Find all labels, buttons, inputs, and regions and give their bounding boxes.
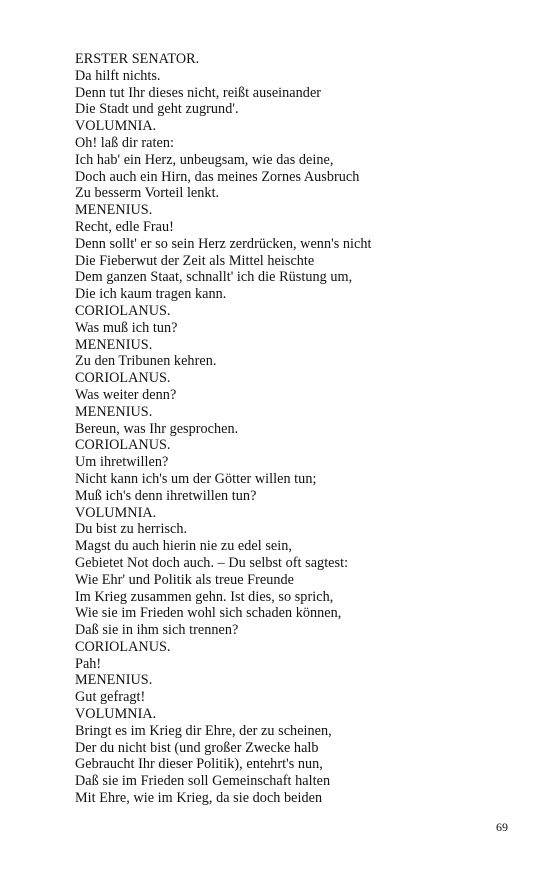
text-line: Recht, edle Frau! [75, 218, 174, 235]
text-line: Im Krieg zusammen gehn. Ist dies, so sprich, [75, 588, 334, 605]
text-line: Magst du auch hierin nie zu edel sein, [75, 538, 293, 555]
text-line: Gebraucht Ihr dieser Politik), entehrt's nun, [75, 756, 323, 773]
text-line: Dem ganzen Staat, schnallt' ich die Rüstung um, [75, 269, 353, 286]
text-line: Um ihretwillen? [75, 454, 169, 471]
text-line: Denn sollt' er so sein Herz zerdrücken, wenn's nicht [75, 235, 372, 252]
text-line: Da hilft nichts. [75, 67, 161, 84]
text-line: Oh! laß dir raten: [75, 134, 174, 151]
text-line: Wie Ehr' und Politik als treue Freunde [75, 571, 295, 588]
speaker-label: CORIOLANUS. [75, 370, 171, 387]
text-line: Gut gefragt! [75, 689, 146, 706]
text-line: Was muß ich tun? [75, 319, 178, 336]
text-line: Bereun, was Ihr gesprochen. [75, 420, 239, 437]
page-number: 69 [496, 820, 508, 834]
text-line: Zu den Tribunen kehren. [75, 353, 217, 370]
speaker-label: CORIOLANUS. [75, 302, 171, 319]
text-line: Die Fieberwut der Zeit als Mittel heischte [75, 252, 315, 269]
text-line: Zu besserm Vorteil lenkt. [75, 185, 220, 202]
speaker-label: ERSTER SENATOR. [75, 51, 200, 67]
text-line: Wie sie im Frieden wohl sich schaden können, [75, 605, 342, 622]
speaker-label: VOLUMNIA. [75, 118, 157, 135]
text-line: Muß ich's denn ihretwillen tun? [75, 487, 257, 504]
text-line: Denn tut Ihr dieses nicht, reißt auseinander [75, 84, 322, 101]
text-line: Daß sie in ihm sich trennen? [75, 622, 239, 639]
text-line: Der du nicht bist (und großer Zwecke halb [75, 739, 319, 756]
speaker-label: VOLUMNIA. [75, 504, 157, 521]
speaker-label: MENENIUS. [75, 202, 153, 219]
text-line: Du bist zu herrisch. [75, 521, 188, 538]
text-line: Ich hab' ein Herz, unbeugsam, wie das deine, [75, 151, 334, 168]
speaker-label: MENENIUS. [75, 336, 153, 353]
text-line: Gebietet Not doch auch. – Du selbst oft sagtest: [75, 554, 349, 571]
speaker-label: CORIOLANUS. [75, 437, 171, 454]
text-line: Nicht kann ich's um der Götter willen tun; [75, 470, 317, 487]
text-line: Mit Ehre, wie im Krieg, da sie doch beiden [75, 790, 323, 807]
text-line: Was weiter denn? [75, 386, 177, 403]
speaker-label: VOLUMNIA. [75, 706, 157, 723]
text-line: Die ich kaum tragen kann. [75, 286, 227, 303]
text-line: Die Stadt und geht zugrund'. [75, 101, 239, 118]
text-line: Bringt es im Krieg dir Ehre, der zu scheinen, [75, 722, 332, 739]
text-line: Doch auch ein Hirn, das meines Zornes Ausbruch [75, 168, 360, 185]
speaker-label: MENENIUS. [75, 672, 153, 689]
text-line: Pah! [75, 655, 102, 672]
speaker-label: MENENIUS. [75, 403, 153, 420]
play-text-block [75, 51, 515, 807]
speaker-label: CORIOLANUS. [75, 638, 171, 655]
text-line: Daß sie im Frieden soll Gemeinschaft halten [75, 773, 331, 790]
